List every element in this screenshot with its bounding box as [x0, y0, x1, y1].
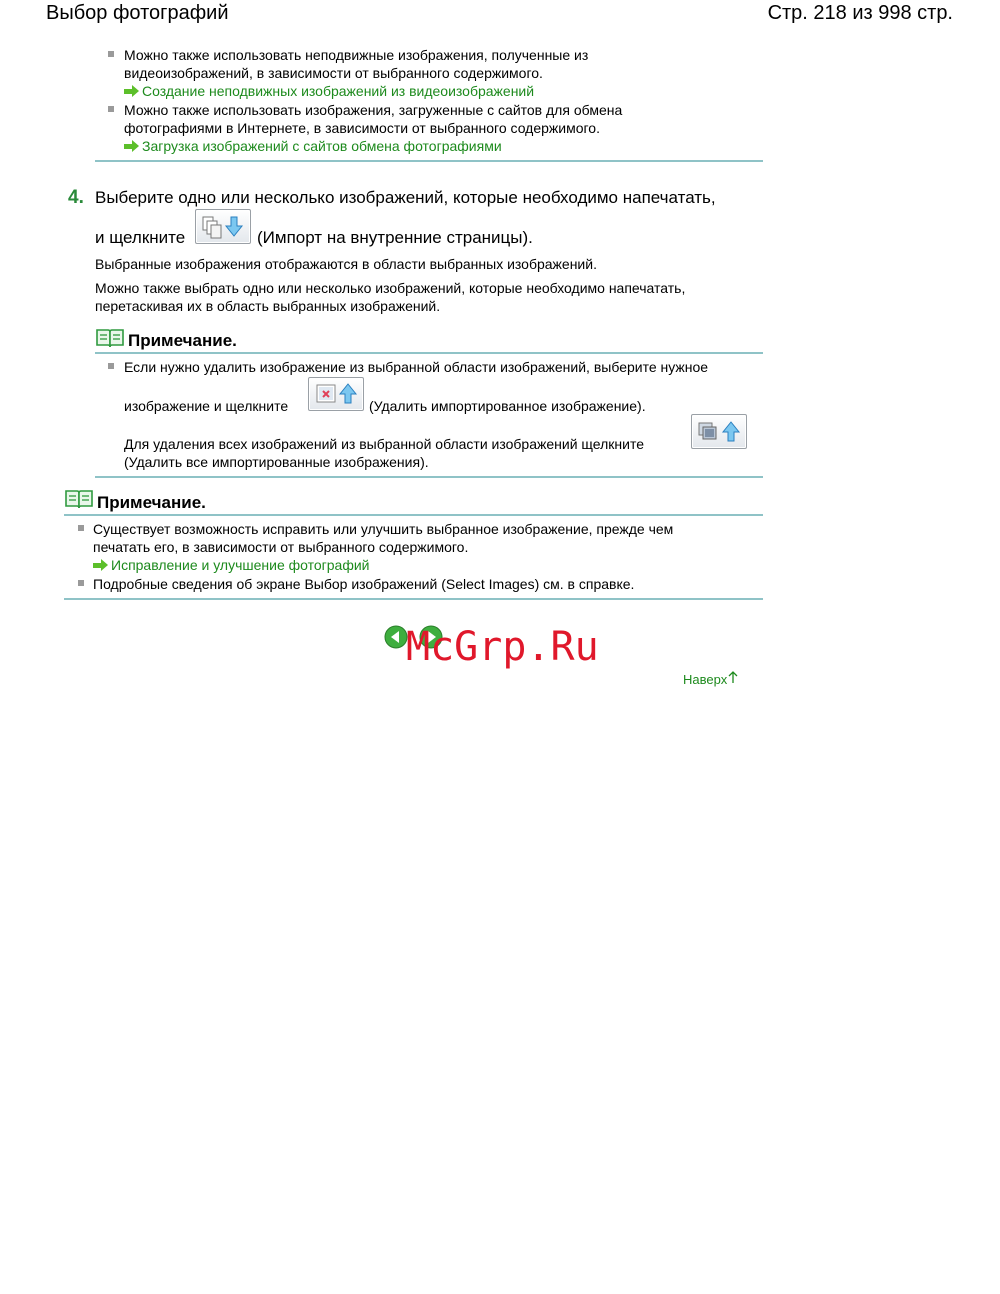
step-text-line: Выберите одно или несколько изображений, которые необходимо напечатать,	[95, 188, 716, 207]
link-text[interactable]: Создание неподвижных изображений из видеоизображений	[142, 83, 535, 99]
divider	[64, 598, 763, 600]
step-text-line: (Импорт на внутренние страницы).	[257, 228, 533, 247]
note-text-line: Подробные сведения об экране Выбор изображений (Select Images) см. в справке.	[93, 576, 635, 592]
link-video-stills[interactable]	[124, 82, 534, 100]
delete-imported-icon	[308, 377, 364, 411]
paragraph: Выбранные изображения отображаются в области выбранных изображений.	[95, 256, 597, 272]
note-title: Примечание.	[97, 493, 206, 512]
delete-all-imported-icon	[691, 414, 747, 449]
back-to-top-link[interactable]	[683, 671, 738, 689]
green-arrow-icon	[124, 85, 139, 97]
note-text-line: Если нужно удалить изображение из выбранной области изображений, выберите нужное	[124, 359, 709, 375]
note-text-line: (Удалить все импортированные изображения).	[124, 454, 429, 470]
link-text[interactable]: Наверх	[683, 672, 728, 687]
bullet-marker	[78, 580, 84, 586]
link-text[interactable]: Загрузка изображений с сайтов обмена фотографиями	[142, 138, 502, 154]
green-arrow-icon	[93, 559, 108, 571]
book-note-icon	[65, 489, 93, 514]
book-note-icon	[96, 328, 124, 353]
note-text-line: изображение и щелкните	[124, 398, 289, 414]
page-counter: Стр. 218 из 998 стр.	[767, 2, 953, 24]
prev-page-icon[interactable]	[384, 625, 408, 654]
bullet-marker	[78, 525, 84, 531]
divider	[95, 160, 763, 162]
note-text-line: (Удалить импортированное изображение).	[369, 398, 646, 414]
bullet-marker	[108, 106, 114, 112]
bullet-marker	[108, 363, 114, 369]
note-text-line: Для удаления всех изображений из выбранной области изображений щелкните	[124, 436, 644, 452]
divider	[64, 514, 763, 516]
link-photo-sharing[interactable]	[124, 137, 502, 155]
note-text-line: Существует возможность исправить или улучшить выбранное изображение, прежде чем	[93, 521, 674, 537]
green-arrow-icon	[124, 140, 139, 152]
divider	[95, 476, 763, 478]
document-title: Выбор фотографий	[46, 2, 229, 24]
watermark: McGrp.Ru	[406, 624, 599, 670]
step-text-line: и щелкните	[95, 228, 186, 247]
paragraph-line: Можно также выбрать одно или несколько изображений, которые необходимо напечатать,	[95, 280, 686, 296]
step-number: 4.	[68, 187, 84, 208]
paragraph-line: перетаскивая их в область выбранных изображений.	[95, 298, 441, 314]
bullet-text-line: видеоизображений, в зависимости от выбранного содержимого.	[124, 65, 543, 81]
link-fix-enhance[interactable]	[93, 556, 370, 574]
bullet-marker	[108, 51, 114, 57]
note-title: Примечание.	[128, 331, 237, 350]
up-arrow-icon	[728, 671, 738, 689]
import-pages-icon	[195, 209, 251, 244]
note-text-line: печатать его, в зависимости от выбранного содержимого.	[93, 539, 469, 555]
bullet-text-line: Можно также использовать неподвижные изображения, полученные из	[124, 47, 589, 63]
bullet-text-line: Можно также использовать изображения, загруженные с сайтов для обмена	[124, 102, 623, 118]
link-text[interactable]: Исправление и улучшение фотографий	[111, 557, 370, 573]
divider	[95, 352, 763, 354]
bullet-text-line: фотографиями в Интернете, в зависимости от выбранного содержимого.	[124, 120, 600, 136]
